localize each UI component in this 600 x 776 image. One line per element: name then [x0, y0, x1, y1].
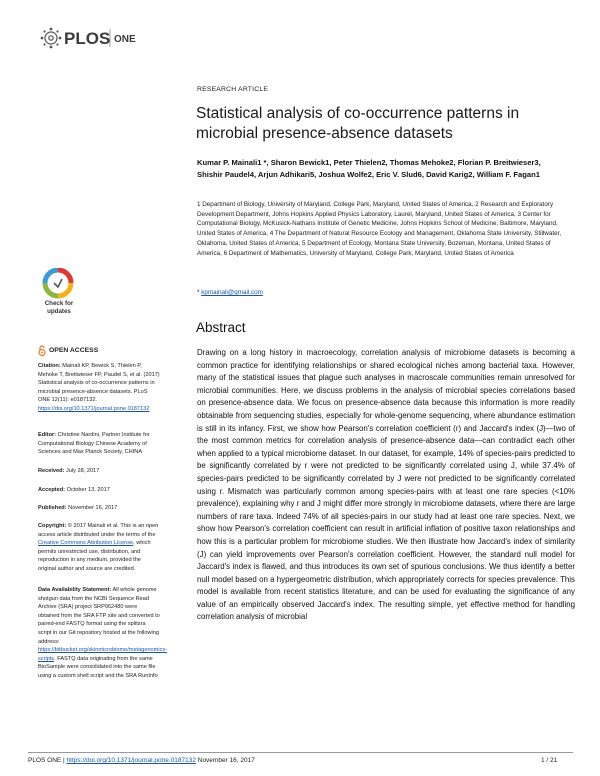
open-lock-icon — [38, 345, 46, 356]
open-access-label: OPEN ACCESS — [49, 347, 99, 354]
data-availability-text-rest: . FASTQ data originating from the same BioSample were consolidated into the same file using a custom shell script and the SRA RunInfo — [38, 655, 158, 679]
received-date: July 28, 2017 — [66, 468, 100, 474]
received-label: Received: — [38, 468, 65, 474]
editor-text: Christine Nardini, Partner Institute for Computational Biology Chinese Academy of Sciences and Max Planck Society, CHINA — [38, 432, 150, 456]
footer-date: November 16, 2017 — [197, 757, 255, 764]
footer-journal: PLOS ONE — [28, 757, 62, 764]
copyright-text-rest: , which permits unrestricted use, distribution, and reproduction in any medium, provided the original author and source are credited. — [38, 540, 151, 572]
published-block — [38, 504, 160, 513]
copyright-label: Copyright: — [38, 523, 67, 529]
author-list — [197, 157, 572, 181]
check-for-updates-badge[interactable] — [36, 268, 80, 328]
article-title: Statistical analysis of co-occurrence patterns in microbial presence-absence datasets — [196, 105, 520, 142]
citation-doi-link[interactable]: https://doi.org/10.1371/journal.pone.0187132 — [38, 405, 150, 412]
citation-label: Citation: — [38, 363, 61, 369]
author: Joshua Wolfe2, — [318, 170, 374, 179]
email-link[interactable]: kpmainali@gmail.com — [201, 289, 263, 296]
editor-label: Editor: — [38, 432, 57, 438]
logo-journal: ONE — [114, 34, 136, 45]
page-footer: PLOS ONE | https://doi.org/10.1371/journal.pone.0187132 November 16, 2017 — [28, 757, 255, 764]
accepted-label: Accepted: — [38, 487, 66, 493]
received-block — [38, 467, 160, 476]
author: Florian P. Breitwieser3, — [457, 158, 541, 167]
footer-divider — [28, 752, 573, 753]
article-type-label: RESEARCH ARTICLE — [197, 86, 269, 93]
page-number: 1 / 21 — [541, 757, 558, 764]
published-date: November 16, 2017 — [68, 505, 118, 511]
logo-brand: PLOS — [64, 29, 111, 48]
bitbucket-link[interactable]: https://bitbucket.org/skinmicrobiome/metagenomics-scripts — [38, 647, 168, 662]
data-availability-label: Data Availability Statement: — [38, 587, 112, 593]
author: Shishir Paudel4, — [197, 170, 257, 179]
author: Thomas Mehoke2, — [389, 158, 456, 167]
editor-block — [38, 431, 160, 457]
author: David Karig2, — [426, 170, 475, 179]
citation-block — [38, 362, 160, 414]
data-availability-text: All whole genome shotgun data from the NCBI Sequence Read Archive (SRA) project SRP062480 were obtained from the SRA FTP site and converted to paired-end FASTQ format using the splitsra script in our Git repository hosted at the following address: — [38, 587, 160, 645]
author: Eric V. Slud6, — [376, 170, 424, 179]
corresponding-email — [197, 289, 263, 296]
copyright-block — [38, 522, 160, 574]
abstract-text: Drawing on a long history in macroecology, correlation analysis of microbiome datasets is becoming a common practice for identifying relationships or shared ecological niches among bacterial taxa. However, many of the statistical issues that plague such analyses in macroscale communities remain unresolved for microbial communities. Here, we discuss problems in the analysis of microbial species correlations based on presence-absence data. We focus on presence-absence data because this information is more readily obtainable from sequencing studies, especially for whole-genome sequencing, where abundance estimation is still in its infancy. First, we show how Pearson's correlation coefficient (r) and Jaccard's index (J)—two of the most common metrics for correlation analysis of presence-absence data—can contradict each other when applied to a typical microbiome dataset. In our dataset, for example, 14% of species-pairs predicted to be significantly correlated by r were not predicted to be significantly correlated using J, while 37.4% of species-pairs predicted to be significantly correlated by J were not predicted to be significantly correlated using r. Mismatch was particularly common among species-pairs with at least one rare species (<10% prevalence), explaining why r and J might differ more strongly in microbiome datasets, where there are large numbers of rare taxa. Indeed 74% of all species-pairs in our study had at least one rare species. Next, we show how Pearson's correlation coefficient can result in artificial inflation of positive taxon relationships and how this is a particular problem for microbiome studies. We then illustrate how Jaccard's index of similarity (J) can yield improvements over Pearson's correlation coefficient. However, the standard null model for Jaccard's index is flawed, and thus introduces its own set of spurious conclusions. We thus identify a better null model based on a hypergeometric distribution, which appropriately corrects for species prevalence. This model is available from recent statistics literature, and can be used for evaluating the significance of any value of an empirically observed Jaccard's index. The resulting simple, yet effective method for handling correlation analysis of microbial — [197, 348, 575, 622]
asterisk-marker: * — [197, 289, 202, 296]
plos-one-logo[interactable] — [38, 18, 148, 58]
accepted-date: October 13, 2017 — [66, 487, 110, 493]
copyright-text: © 2017 Mainali et al. This is an open access article distributed under the terms of the — [38, 523, 159, 538]
author: Sharon Bewick1, — [270, 158, 332, 167]
author: Kumar P. Mainali1 *, — [197, 158, 269, 167]
footer-doi-link[interactable]: https://doi.org/10.1371/journal.pone.0187132 — [66, 757, 196, 764]
open-access-badge — [38, 345, 98, 356]
cc-license-link[interactable]: Creative Commons Attribution License — [38, 540, 134, 547]
data-availability-block — [38, 586, 168, 681]
affiliations: 1 Department of Biology, University of Maryland, College Park, Maryland, United States of America, 2 Research and Exploratory Development Department, Johns Hopkins Applied Physics Laboratory, Laurel, Maryland, United States of America, 3 Center for Computational Biology, McKusick-Nathans Institute of Genetic Medicine, Johns Hopkins School of Medicine, Baltimore, Maryland, United States of America, 4 The Department of Natural Resource Ecology and Management, Oklahoma State University, Stillwater, Oklahoma, United States of America, 5 Department of Ecology, Montana State University, Bozeman, Montana, United States of America, 6 Department of Mathematics, University of Maryland, College Park, Maryland, United States of America — [197, 201, 562, 257]
abstract-heading: Abstract — [196, 320, 246, 335]
author: Arjun Adhikari5, — [257, 170, 317, 179]
author: William F. Fagan1 — [476, 170, 540, 179]
author: Peter Thielen2, — [333, 158, 388, 167]
accepted-block — [38, 486, 160, 495]
check-for-updates-label: Check for updates — [44, 300, 74, 315]
published-label: Published: — [38, 505, 67, 511]
citation-text: Mainali KP, Bewick S, Thielen P, Mehoke T, Breitwieser FP, Paudel S, et al. (2017) Statistical analysis of co-occurrence patterns in microbial presence-absence datasets. PLoS ONE 12(11): e0187132. — [38, 363, 160, 404]
